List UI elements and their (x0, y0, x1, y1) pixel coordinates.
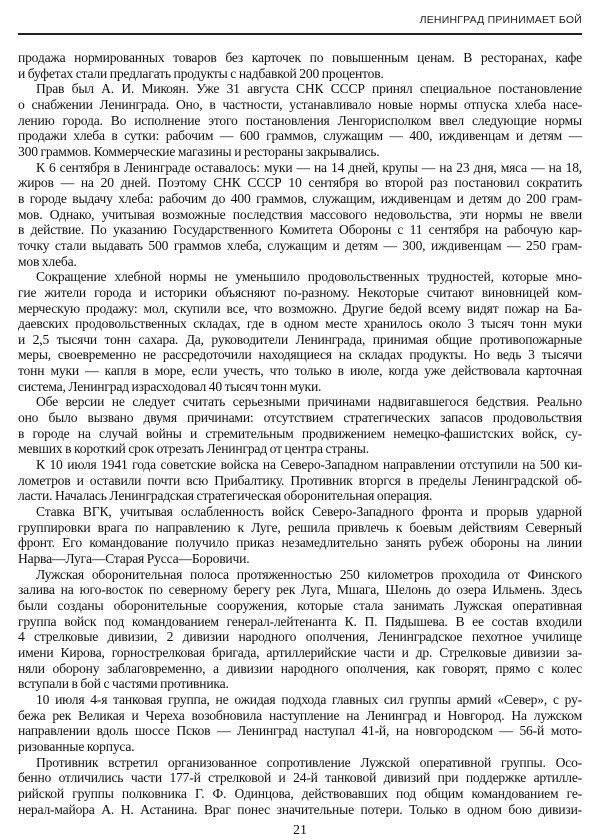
text-line: и 2,5 тысячи тонн сахара. Да, руководители Ленинграда, принимая общие противопожарные (18, 331, 582, 347)
text-line: лению города. Во исполнение этого постановления Ленгорисполком ввел следующие нормы (18, 112, 582, 128)
text-line: К 10 июля 1941 года советские войска на Северо-Западном направлении отступили на 500 ки- (36, 457, 582, 473)
text-line: 4 стрелковые дивизии, 2 дивизии народного ополчения, Ленинградское пехотное училище (18, 629, 582, 645)
text-line: мов. Однако, учитывая возможные последствия массового недовольства, эти нормы не ввели (18, 206, 582, 222)
text-line: в городе на случай войны и стремительным продвижением немецко-фашистских войск, су- (18, 425, 582, 441)
text-line: точку стали выдавать 500 граммов хлеба, служащим и детям — 300, иждивенцам — 250 грам- (18, 237, 582, 253)
text-line: жиров — на 20 дней. Поэтому СНК СССР 10 сентября во второй раз постановил сократить (18, 175, 582, 191)
text-line: группировки врага по направлению к Луге, решила привлечь к боевым действиям Северный (18, 519, 582, 535)
page-content (18, 50, 582, 839)
text-line: мерческую продажу: мол, скупили все, что возможно. Другие бедой всему видят пожар на Ба- (18, 300, 582, 316)
page-number: 21 (293, 823, 307, 839)
text-line: направлении вдоль шоссе Псков — Ленинград наступал 41-й, на новгородском — 56-й мото- (18, 723, 582, 739)
text-line: в действие. По указанию Государственного Комитета Обороны с 11 сентября на рабочую кар- (18, 222, 582, 238)
paragraph (18, 50, 582, 81)
text-line: ласти. Началась Ленинградская стратегическая оборонительная операция. (18, 488, 433, 504)
text-line: рийской группы полковника Г. Ф. Одинцова, действовавших под общим командованием ге- (18, 785, 582, 801)
text-line: даевских продовольственных складах, где в одном месте хранилось около 3 тысяч тонн муки (18, 316, 582, 332)
text-line: о снабжении Ленинграда. Оно, в частности, устанавливало новые нормы отпуска хлеба насе- (18, 96, 582, 112)
text-line: нерал-майора А. Н. Астанина. Враг понес значительные потери. Только в одном бою дивизи- (18, 801, 582, 817)
paragraph (18, 692, 582, 755)
text-line: ризованные корпуса. (18, 738, 135, 754)
text-line: гие жители города и историки объясняют по-разному. Некоторые считают виновницей ком- (18, 284, 582, 300)
running-header (18, 8, 582, 35)
text-line: Обе версии не следует считать серьезными причинами надвигавшегося бедствия. Реально (36, 394, 582, 410)
paragraph (18, 269, 582, 394)
running-header-title: ЛЕНИНГРАД ПРИНИМАЕТ БОЙ (419, 14, 582, 26)
text-line: вступали в бой с частями противника. (18, 676, 229, 692)
text-line: бежа рек Великая и Череха возобновила наступление на Ленинград и Новгород. На лужском (18, 707, 582, 723)
text-line: Ставка ВГК, учитывая ослабленность войск Северо-Западного фронта и прорыв ударной (36, 504, 582, 520)
text-line: залива на юго-восток по северному берегу рек Луга, Мшага, Шелонь до озера Ильмень. Здесь (18, 582, 582, 598)
text-line: мов хлеба. (18, 253, 77, 269)
text-line: тонн муки — капля в море, если учесть, что только в июле, когда уже действовала карточная (18, 363, 582, 379)
paragraph (18, 394, 582, 457)
paragraph (18, 755, 582, 818)
text-line: были созданы оборонительные сооружения, которые стала занимать Лужская оперативная (18, 597, 582, 613)
text-line: фронт. Его командование получило приказ незамедлительно занять рубеж обороны на линии (18, 535, 582, 551)
text-line: няли оборону заблаговременно, а дивизии народного ополчения, как говорят, прямо с колес (18, 660, 582, 676)
text-line: Нарва—Луга—Старая Русса—Боровичи. (18, 551, 250, 566)
text-line: оно было вызвано двумя причинами: отсутствием стратегических запасов продовольствия (18, 410, 582, 426)
paragraph (18, 81, 582, 159)
text-line: имени Кирова, горнострелковая бригада, артиллерийские части и др. Стрелковые дивизии за- (18, 644, 582, 660)
text-line: продажа нормированных товаров без карточек по повышенным ценам. В ресторанах, кафе (18, 50, 582, 65)
text-line: меры, своевременно не рассредоточили находящиеся на складах продукты. Но ведь 3 тысячи (18, 347, 582, 363)
text-line: Прав был А. И. Микоян. Уже 31 августа СНК СССР принял специальное постановление (36, 81, 582, 97)
text-line: и буфетах стали предлагать продукты с надбавкой 200 процентов. (18, 65, 384, 81)
text-line: лометров и оставили почти всю Прибалтику. Противник вторгся в пределы Ленинградской об- (18, 472, 582, 488)
text-line: мевших в короткий срок отрезать Ленинград от центра страны. (18, 441, 369, 457)
text-line: в городе выдачу хлеба: рабочим до 400 граммов, служащим, иждивенцам и детям до 200 грам- (18, 190, 582, 206)
paragraph (18, 504, 582, 567)
text-line: система, Ленинград израсходовал 40 тысяч тонн муки. (18, 378, 322, 394)
body-text (18, 50, 582, 817)
paragraph (18, 457, 582, 504)
text-line: 300 граммов. Коммерческие магазины и рестораны закрывались. (18, 143, 380, 159)
paragraph (18, 567, 582, 692)
text-line: Лужская оборонительная полоса протяженностью 250 километров проходила от Финского (36, 566, 582, 582)
text-line: группа войск под командованием генерал-лейтенанта К. П. Пядышева. В ее состав входили (18, 613, 582, 629)
text-line: К 6 сентября в Ленинграде оставалось: муки — на 14 дней, крупы — на 23 дня, мяса — на 18, (36, 159, 582, 175)
text-line: 10 июля 4-я танковая группа, не ожидая подхода главных сил группы армий «Север», с ру- (36, 691, 582, 707)
text-line: Противник встретил организованное сопротивление Лужской оперативной группы. Осо- (36, 754, 582, 770)
text-line: Сокращение хлебной нормы не уменьшило продовольственных трудностей, которые мно- (36, 269, 582, 285)
text-line: бенно отличились части 177-й стрелковой и 24-й танковой дивизий при поддержке артилле- (18, 770, 582, 786)
paragraph (18, 160, 582, 270)
text-line: продажи хлеба в сутки: рабочим — 600 граммов, служащим — 400, иждивенцам и детям — (18, 128, 582, 144)
